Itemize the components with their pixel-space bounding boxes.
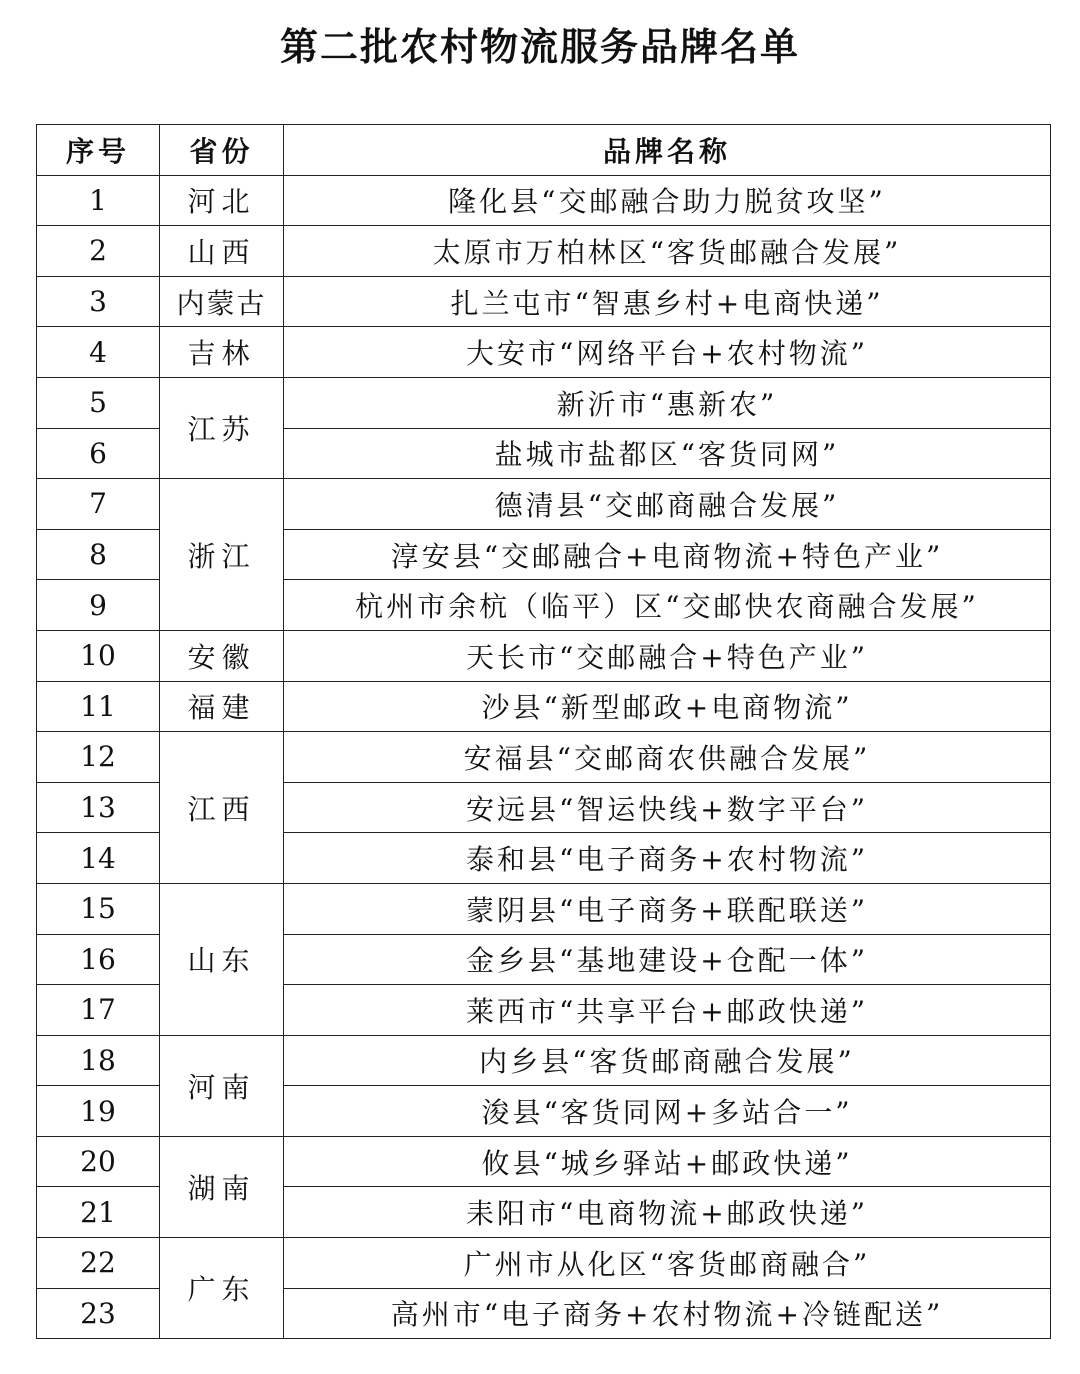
row-brand: 淳安县“交邮融合+电商物流+特色产业” xyxy=(284,529,1051,580)
table-row xyxy=(37,630,1051,681)
row-brand: 太原市万柏林区“客货邮融合发展” xyxy=(284,226,1051,277)
row-province: 福建 xyxy=(160,681,284,732)
row-index: 9 xyxy=(37,580,160,631)
table-row xyxy=(37,479,1051,530)
column-header-brand: 品牌名称 xyxy=(284,125,1051,176)
table-row xyxy=(37,175,1051,226)
row-brand: 内乡县“客货邮商融合发展” xyxy=(284,1035,1051,1086)
page-title: 第二批农村物流服务品牌名单 xyxy=(279,25,800,69)
table-row xyxy=(37,276,1051,327)
row-index: 3 xyxy=(37,276,160,327)
row-brand: 攸县“城乡驿站+邮政快递” xyxy=(284,1136,1051,1187)
row-province: 内蒙古 xyxy=(160,276,284,327)
row-index: 1 xyxy=(37,175,160,226)
row-index: 13 xyxy=(37,782,160,833)
table-row xyxy=(37,681,1051,732)
row-index: 15 xyxy=(37,883,160,934)
row-brand: 泰和县“电子商务+农村物流” xyxy=(284,833,1051,884)
row-province: 浙江 xyxy=(160,479,284,631)
row-index: 5 xyxy=(37,377,160,428)
row-brand: 广州市从化区“客货邮商融合” xyxy=(284,1238,1051,1289)
table-row xyxy=(37,1035,1051,1086)
row-index: 2 xyxy=(37,226,160,277)
row-index: 11 xyxy=(37,681,160,732)
row-index: 20 xyxy=(37,1136,160,1187)
row-province: 河北 xyxy=(160,175,284,226)
row-brand: 安福县“交邮商农供融合发展” xyxy=(284,732,1051,783)
row-index: 14 xyxy=(37,833,160,884)
table-row xyxy=(37,1136,1051,1187)
table-row xyxy=(37,883,1051,934)
row-index: 12 xyxy=(37,732,160,783)
row-province: 河南 xyxy=(160,1035,284,1136)
row-index: 19 xyxy=(37,1086,160,1137)
column-header-province: 省份 xyxy=(160,125,284,176)
row-index: 22 xyxy=(37,1238,160,1289)
row-index: 23 xyxy=(37,1288,160,1339)
row-brand: 大安市“网络平台+农村物流” xyxy=(284,327,1051,378)
row-index: 6 xyxy=(37,428,160,479)
row-province: 江西 xyxy=(160,732,284,884)
row-index: 10 xyxy=(37,630,160,681)
table-row xyxy=(37,226,1051,277)
row-index: 7 xyxy=(37,479,160,530)
table-row xyxy=(37,1238,1051,1289)
row-province: 湖南 xyxy=(160,1136,284,1237)
row-brand: 杭州市余杭（临平）区“交邮快农商融合发展” xyxy=(284,580,1051,631)
row-province: 安徽 xyxy=(160,630,284,681)
row-province: 广东 xyxy=(160,1238,284,1339)
row-brand: 德清县“交邮商融合发展” xyxy=(284,479,1051,530)
row-brand: 浚县“客货同网+多站合一” xyxy=(284,1086,1051,1137)
row-brand: 盐城市盐都区“客货同网” xyxy=(284,428,1051,479)
row-index: 16 xyxy=(37,934,160,985)
brand-list-table xyxy=(36,124,1051,1339)
row-brand: 金乡县“基地建设+仓配一体” xyxy=(284,934,1051,985)
row-brand: 高州市“电子商务+农村物流+冷链配送” xyxy=(284,1288,1051,1339)
row-brand: 沙县“新型邮政+电商物流” xyxy=(284,681,1051,732)
row-province: 山东 xyxy=(160,883,284,1035)
row-province: 吉林 xyxy=(160,327,284,378)
row-brand: 新沂市“惠新农” xyxy=(284,377,1051,428)
row-brand: 隆化县“交邮融合助力脱贫攻坚” xyxy=(284,175,1051,226)
row-brand: 耒阳市“电商物流+邮政快递” xyxy=(284,1187,1051,1238)
row-brand: 安远县“智运快线+数字平台” xyxy=(284,782,1051,833)
table-row xyxy=(37,327,1051,378)
row-index: 8 xyxy=(37,529,160,580)
row-brand: 天长市“交邮融合+特色产业” xyxy=(284,630,1051,681)
row-brand: 蒙阴县“电子商务+联配联送” xyxy=(284,883,1051,934)
table-header-row xyxy=(37,125,1051,176)
column-header-index: 序号 xyxy=(37,125,160,176)
table-row xyxy=(37,732,1051,783)
row-index: 21 xyxy=(37,1187,160,1238)
row-brand: 扎兰屯市“智惠乡村+电商快递” xyxy=(284,276,1051,327)
row-index: 17 xyxy=(37,985,160,1036)
table-row xyxy=(37,377,1051,428)
row-province: 山西 xyxy=(160,226,284,277)
row-brand: 莱西市“共享平台+邮政快递” xyxy=(284,985,1051,1036)
row-index: 18 xyxy=(37,1035,160,1086)
row-index: 4 xyxy=(37,327,160,378)
row-province: 江苏 xyxy=(160,377,284,478)
